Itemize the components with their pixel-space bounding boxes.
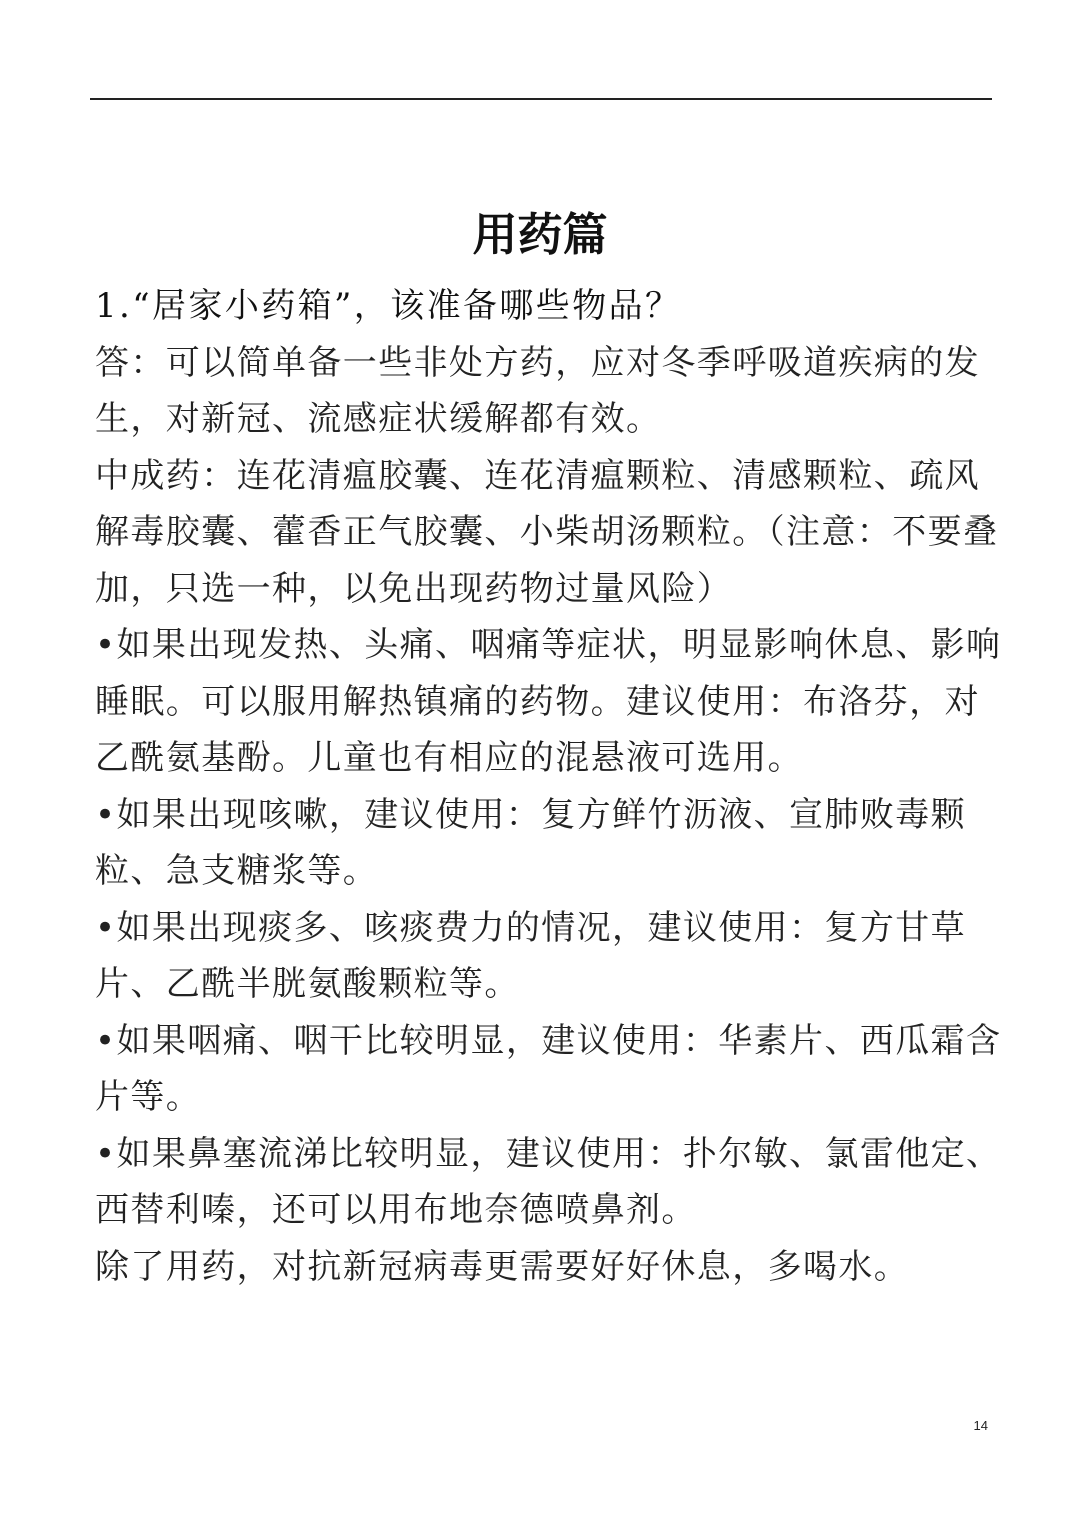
closing-paragraph: 除了用药，对抗新冠病毒更需要好好休息，多喝水。 <box>95 1246 910 1287</box>
header-rule <box>90 98 992 100</box>
cough-advice-item: •如果出现咳嗽，建议使用：复方鲜竹沥液、宣肺败毒颗粒、急支糖浆等。 <box>95 794 967 891</box>
nasal-advice-item: •如果鼻塞流涕比较明显，建议使用：扑尔敏、氯雷他定、西替利嗪，还可以用布地奈德喷鼻剂。 <box>95 1133 1002 1230</box>
phlegm-advice-item: •如果出现痰多、咳痰费力的情况，建议使用：复方甘草片、乙酰半胱氨酸颗粒等。 <box>95 907 967 1004</box>
page-title: 用药篇 <box>472 208 608 261</box>
answer-paragraph: 答：可以简单备一些非处方药，应对冬季呼吸道疾病的发生，对新冠、流感症状缓解都有效。 <box>95 342 980 439</box>
document-body <box>95 278 1007 1295</box>
question-heading: 1.“居家小药箱”，该准备哪些物品？ <box>95 286 682 326</box>
page-number: 14 <box>973 1418 988 1433</box>
fever-advice-item: •如果出现发热、头痛、咽痛等症状，明显影响休息、影响睡眠。可以服用解热镇痛的药物。建议使用：布洛芬，对乙酰氨基酚。儿童也有相应的混悬液可选用。 <box>95 625 1002 778</box>
chinese-medicine-paragraph: 中成药：连花清瘟胶囊、连花清瘟颗粒、清感颗粒、疏风解毒胶囊、藿香正气胶囊、小柴胡汤颗粒。（注意：不要叠加，只选一种，以免出现药物过量风险） <box>95 455 999 609</box>
sore-throat-advice-item: •如果咽痛、咽干比较明显，建议使用：华素片、西瓜霜含片等。 <box>95 1020 1002 1117</box>
